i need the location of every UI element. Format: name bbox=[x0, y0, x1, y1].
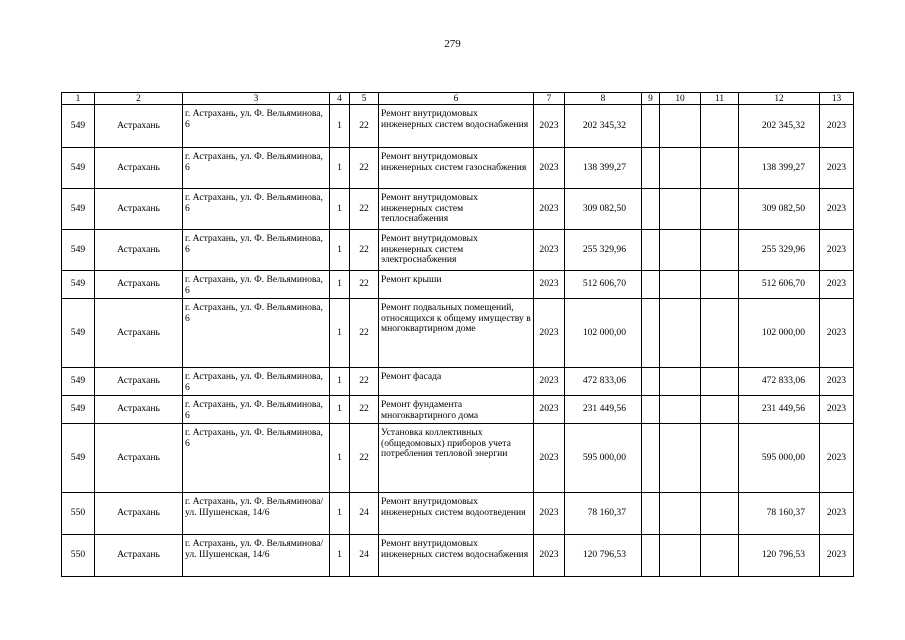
cell-address: г. Астрахань, ул. Ф. Вельяминова, 6 bbox=[183, 396, 330, 424]
cell-cost: 309 082,50 bbox=[565, 189, 642, 230]
cell-completion-year: 2023 bbox=[820, 148, 854, 189]
cell-cost-total: 309 082,50 bbox=[739, 189, 820, 230]
table-row bbox=[62, 105, 854, 148]
cell-col9 bbox=[642, 424, 660, 493]
cell-col10 bbox=[660, 271, 701, 299]
cell-col10 bbox=[660, 493, 701, 535]
cell-year: 2023 bbox=[534, 535, 565, 577]
cell-col11 bbox=[701, 424, 739, 493]
cell-address: г. Астрахань, ул. Ф. Вельяминова, 6 bbox=[183, 271, 330, 299]
cell-col9 bbox=[642, 396, 660, 424]
cell-col10 bbox=[660, 299, 701, 368]
cell-year: 2023 bbox=[534, 189, 565, 230]
cell-col4: 1 bbox=[330, 493, 350, 535]
cell-year: 2023 bbox=[534, 299, 565, 368]
cell-cost-total: 202 345,32 bbox=[739, 105, 820, 148]
cell-col9 bbox=[642, 230, 660, 271]
table-row bbox=[62, 148, 854, 189]
table-row bbox=[62, 230, 854, 271]
cell-work-type: Ремонт внутридомовых инженерных систем газоснабжения bbox=[379, 148, 534, 189]
cell-address: г. Астрахань, ул. Ф. Вельяминова, 6 bbox=[183, 105, 330, 148]
cell-address: г. Астрахань, ул. Ф. Вельяминова, 6 bbox=[183, 148, 330, 189]
cell-completion-year: 2023 bbox=[820, 424, 854, 493]
column-header: 6 bbox=[379, 93, 534, 105]
column-header: 11 bbox=[701, 93, 739, 105]
column-header: 10 bbox=[660, 93, 701, 105]
cell-work-type: Ремонт внутридомовых инженерных систем электроснабжения bbox=[379, 230, 534, 271]
cell-col11 bbox=[701, 299, 739, 368]
cell-year: 2023 bbox=[534, 424, 565, 493]
cell-address: г. Астрахань, ул. Ф. Вельяминова/ ул. Шушенская, 14/6 bbox=[183, 535, 330, 577]
cell-work-type: Ремонт внутридомовых инженерных систем водоотведения bbox=[379, 493, 534, 535]
cell-col10 bbox=[660, 396, 701, 424]
cell-cost: 255 329,96 bbox=[565, 230, 642, 271]
page-number: 279 bbox=[444, 38, 461, 50]
cell-col9 bbox=[642, 368, 660, 396]
cell-col10 bbox=[660, 189, 701, 230]
cell-municipality: Астрахань bbox=[95, 299, 183, 368]
cell-municipality: Астрахань bbox=[95, 105, 183, 148]
cell-year: 2023 bbox=[534, 271, 565, 299]
cell-municipality: Астрахань bbox=[95, 148, 183, 189]
table-row bbox=[62, 535, 854, 577]
cell-work-type: Ремонт крыши bbox=[379, 271, 534, 299]
cell-cost-total: 512 606,70 bbox=[739, 271, 820, 299]
cell-col5: 24 bbox=[350, 535, 379, 577]
cell-work-type: Ремонт подвальных помещений, относящихся к общему имуществу в многоквартирном доме bbox=[379, 299, 534, 368]
cell-cost-total: 102 000,00 bbox=[739, 299, 820, 368]
cell-number: 550 bbox=[62, 493, 95, 535]
table-header-row bbox=[62, 93, 854, 105]
cell-completion-year: 2023 bbox=[820, 105, 854, 148]
cell-year: 2023 bbox=[534, 368, 565, 396]
cell-col9 bbox=[642, 299, 660, 368]
cell-cost-total: 78 160,37 bbox=[739, 493, 820, 535]
cell-col9 bbox=[642, 271, 660, 299]
cell-municipality: Астрахань bbox=[95, 396, 183, 424]
cell-col4: 1 bbox=[330, 148, 350, 189]
cell-col11 bbox=[701, 493, 739, 535]
cell-address: г. Астрахань, ул. Ф. Вельяминова, 6 bbox=[183, 368, 330, 396]
cell-municipality: Астрахань bbox=[95, 535, 183, 577]
cell-col9 bbox=[642, 189, 660, 230]
cell-work-type: Установка коллективных (общедомовых) приборов учета потребления тепловой энергии bbox=[379, 424, 534, 493]
cell-cost-total: 120 796,53 bbox=[739, 535, 820, 577]
cell-number: 549 bbox=[62, 424, 95, 493]
cell-col9 bbox=[642, 535, 660, 577]
cell-work-type: Ремонт внутридомовых инженерных систем водоснабжения bbox=[379, 535, 534, 577]
cell-col5: 22 bbox=[350, 424, 379, 493]
column-header: 9 bbox=[642, 93, 660, 105]
cell-col4: 1 bbox=[330, 271, 350, 299]
column-header: 4 bbox=[330, 93, 350, 105]
cell-cost: 138 399,27 bbox=[565, 148, 642, 189]
cell-col4: 1 bbox=[330, 396, 350, 424]
cell-col5: 22 bbox=[350, 148, 379, 189]
cell-number: 549 bbox=[62, 299, 95, 368]
column-header: 13 bbox=[820, 93, 854, 105]
cell-cost: 202 345,32 bbox=[565, 105, 642, 148]
cell-completion-year: 2023 bbox=[820, 535, 854, 577]
cell-col5: 22 bbox=[350, 230, 379, 271]
cell-col9 bbox=[642, 105, 660, 148]
cell-cost: 120 796,53 bbox=[565, 535, 642, 577]
cell-municipality: Астрахань bbox=[95, 424, 183, 493]
column-header: 8 bbox=[565, 93, 642, 105]
cell-col4: 1 bbox=[330, 424, 350, 493]
cell-col5: 22 bbox=[350, 271, 379, 299]
cell-number: 549 bbox=[62, 368, 95, 396]
table-row bbox=[62, 189, 854, 230]
cell-completion-year: 2023 bbox=[820, 189, 854, 230]
column-header: 3 bbox=[183, 93, 330, 105]
table-row bbox=[62, 368, 854, 396]
cell-col4: 1 bbox=[330, 105, 350, 148]
cell-col4: 1 bbox=[330, 535, 350, 577]
cell-col10 bbox=[660, 368, 701, 396]
cell-col10 bbox=[660, 148, 701, 189]
cell-col11 bbox=[701, 271, 739, 299]
cell-cost: 472 833,06 bbox=[565, 368, 642, 396]
cell-completion-year: 2023 bbox=[820, 271, 854, 299]
cell-col5: 24 bbox=[350, 493, 379, 535]
cell-number: 549 bbox=[62, 189, 95, 230]
cell-col4: 1 bbox=[330, 368, 350, 396]
cell-number: 549 bbox=[62, 148, 95, 189]
cell-col11 bbox=[701, 148, 739, 189]
cell-work-type: Ремонт внутридомовых инженерных систем водоснабжения bbox=[379, 105, 534, 148]
cell-col10 bbox=[660, 105, 701, 148]
cell-cost: 102 000,00 bbox=[565, 299, 642, 368]
cell-col11 bbox=[701, 230, 739, 271]
cell-cost-total: 255 329,96 bbox=[739, 230, 820, 271]
cell-cost-total: 231 449,56 bbox=[739, 396, 820, 424]
cell-completion-year: 2023 bbox=[820, 396, 854, 424]
cell-year: 2023 bbox=[534, 148, 565, 189]
cell-col9 bbox=[642, 493, 660, 535]
cell-col4: 1 bbox=[330, 299, 350, 368]
cell-municipality: Астрахань bbox=[95, 189, 183, 230]
cell-work-type: Ремонт внутридомовых инженерных систем теплоснабжения bbox=[379, 189, 534, 230]
cell-address: г. Астрахань, ул. Ф. Вельяминова, 6 bbox=[183, 299, 330, 368]
cell-col11 bbox=[701, 189, 739, 230]
table-row bbox=[62, 493, 854, 535]
column-header: 7 bbox=[534, 93, 565, 105]
column-header: 2 bbox=[95, 93, 183, 105]
cell-number: 549 bbox=[62, 396, 95, 424]
cell-address: г. Астрахань, ул. Ф. Вельяминова, 6 bbox=[183, 230, 330, 271]
cell-number: 549 bbox=[62, 271, 95, 299]
cell-col5: 22 bbox=[350, 189, 379, 230]
cell-cost-total: 138 399,27 bbox=[739, 148, 820, 189]
cell-work-type: Ремонт фасада bbox=[379, 368, 534, 396]
table-row bbox=[62, 299, 854, 368]
cell-number: 550 bbox=[62, 535, 95, 577]
cell-col4: 1 bbox=[330, 230, 350, 271]
cell-municipality: Астрахань bbox=[95, 271, 183, 299]
table-row bbox=[62, 396, 854, 424]
cell-address: г. Астрахань, ул. Ф. Вельяминова/ ул. Шушенская, 14/6 bbox=[183, 493, 330, 535]
cell-year: 2023 bbox=[534, 396, 565, 424]
cell-col9 bbox=[642, 148, 660, 189]
table-row bbox=[62, 424, 854, 493]
cell-year: 2023 bbox=[534, 230, 565, 271]
cell-cost: 512 606,70 bbox=[565, 271, 642, 299]
cell-col10 bbox=[660, 230, 701, 271]
cell-address: г. Астрахань, ул. Ф. Вельяминова, 6 bbox=[183, 424, 330, 493]
cell-year: 2023 bbox=[534, 493, 565, 535]
cell-work-type: Ремонт фундамента многоквартирного дома bbox=[379, 396, 534, 424]
cell-col10 bbox=[660, 424, 701, 493]
cell-col5: 22 bbox=[350, 105, 379, 148]
cell-municipality: Астрахань bbox=[95, 230, 183, 271]
cell-completion-year: 2023 bbox=[820, 230, 854, 271]
cell-completion-year: 2023 bbox=[820, 493, 854, 535]
table-row bbox=[62, 271, 854, 299]
cell-year: 2023 bbox=[534, 105, 565, 148]
cell-col11 bbox=[701, 368, 739, 396]
cell-col11 bbox=[701, 396, 739, 424]
cell-number: 549 bbox=[62, 230, 95, 271]
cell-cost-total: 472 833,06 bbox=[739, 368, 820, 396]
cell-completion-year: 2023 bbox=[820, 299, 854, 368]
capital-repair-table bbox=[61, 92, 854, 577]
cell-col5: 22 bbox=[350, 368, 379, 396]
cell-col10 bbox=[660, 535, 701, 577]
column-header: 1 bbox=[62, 93, 95, 105]
column-header: 12 bbox=[739, 93, 820, 105]
cell-number: 549 bbox=[62, 105, 95, 148]
cell-completion-year: 2023 bbox=[820, 368, 854, 396]
cell-col11 bbox=[701, 105, 739, 148]
cell-cost: 231 449,56 bbox=[565, 396, 642, 424]
cell-col4: 1 bbox=[330, 189, 350, 230]
column-header: 5 bbox=[350, 93, 379, 105]
cell-municipality: Астрахань bbox=[95, 493, 183, 535]
cell-cost: 78 160,37 bbox=[565, 493, 642, 535]
cell-col5: 22 bbox=[350, 299, 379, 368]
cell-cost-total: 595 000,00 bbox=[739, 424, 820, 493]
cell-municipality: Астрахань bbox=[95, 368, 183, 396]
cell-cost: 595 000,00 bbox=[565, 424, 642, 493]
cell-col5: 22 bbox=[350, 396, 379, 424]
cell-address: г. Астрахань, ул. Ф. Вельяминова, 6 bbox=[183, 189, 330, 230]
cell-col11 bbox=[701, 535, 739, 577]
